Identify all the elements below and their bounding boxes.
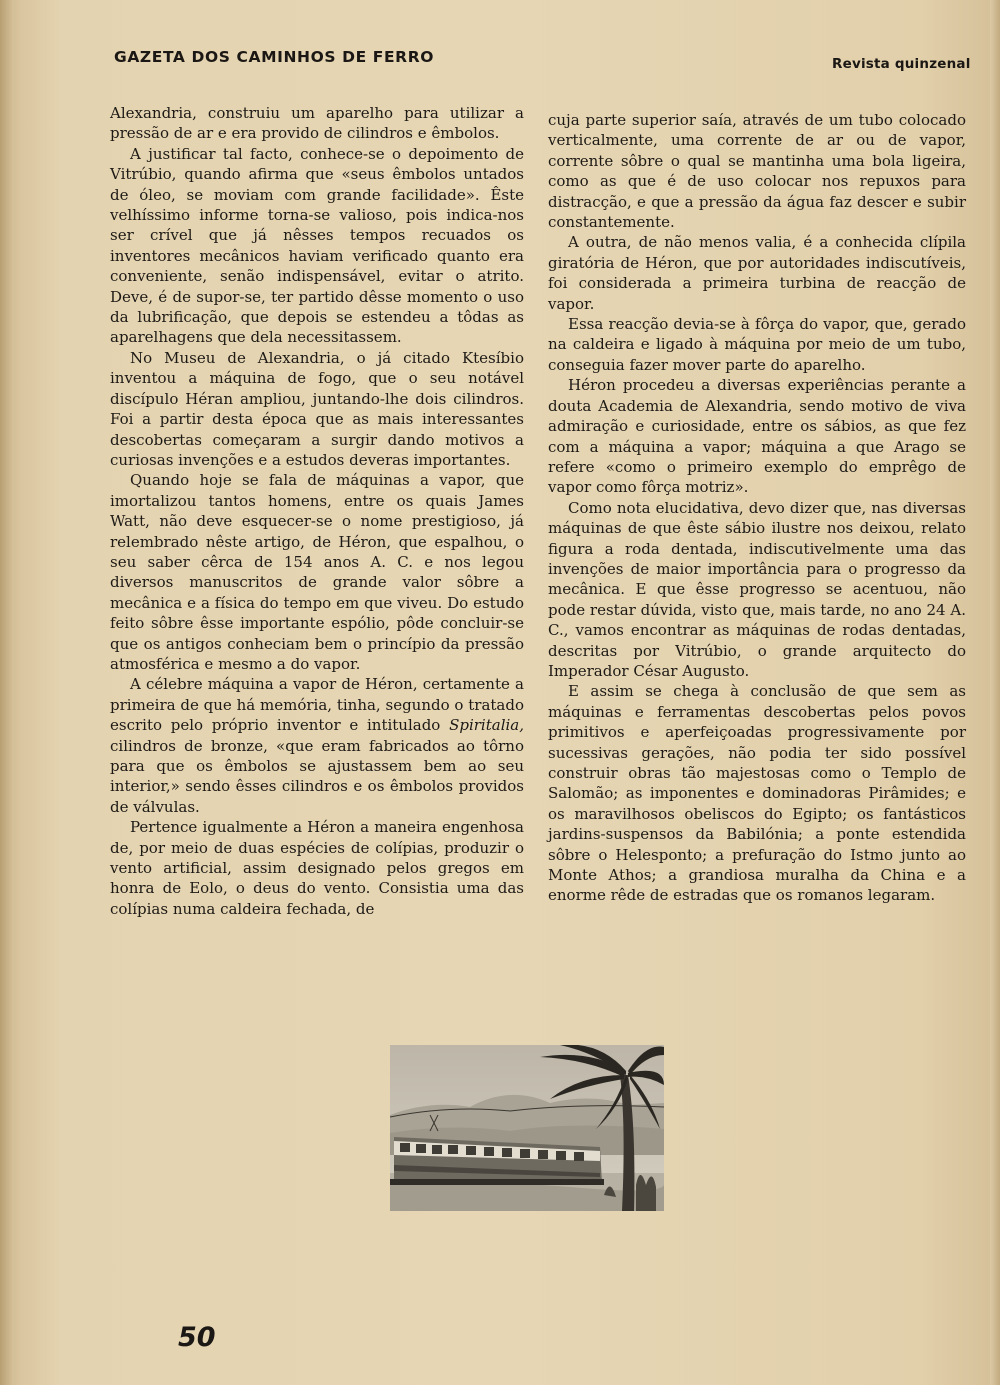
paragraph: Alexandria, construiu um aparelho para utilizar a pressão de ar e era provido de cilindros e êmbolos. — [110, 104, 524, 143]
paragraph: E assim se chega à conclusão de que sem as máquinas e ferramentas descobertas pelos povos primitivos e aperfeiçoadas progressivamente por sucessivas gerações, não podia ter sido possível construir obras tão majestosas como o Templo de Salomão; as imponentes e dominadoras Pirâmides; e os maravilhosos obeliscos do Egipto; os fantásticos jardins-suspensos da Babilónia; a ponte estendida sôbre o Helesponto; a prefuração do Istmo junto ao Monte Athos; a grandiosa muralha da China e a enorme rêde de estradas que os romanos legaram. — [548, 682, 966, 905]
paragraph: Quando hoje se fala de máquinas a vapor, que imortalizou tantos homens, entre os quais James Watt, não deve esquecer-se o nome prestigioso, já relembrado nêste artigo, de Héron, que espalhou, o seu saber cêrca de 154 anos A. C. e nos legou diversos manuscritos de grande valor sôbre a mecânica e a física do tempo em que viveu. Do estudo feito sôbre êsse importante espólio, pôde concluir-se que os antigos conheciam bem o princípio da pressão atmosférica e mesmo a do vapor. — [110, 471, 524, 673]
paragraph: A outra, de não menos valia, é a conhecida clípila giratória de Héron, que por autoridades indiscutíveis, foi considerada a primeira turbina de reacção de vapor. — [548, 233, 966, 313]
journal-title: GAZETA DOS CAMINHOS DE FERRO — [114, 48, 435, 66]
paragraph — [110, 674, 524, 817]
paragraph: cuja parte superior saía, através de um tubo colocado verticalmente, uma corrente de ar ou de vapor, corrente sôbre o qual se mantinha uma bola ligeira, como as que é de uso colocar nos repuxos para distracção, e que a pressão da água faz descer e subir constantemente. — [548, 111, 966, 232]
paragraph: Pertence igualmente a Héron a maneira engenhosa de, por meio de duas espécies de colípias, produzir o vento artificial, assim designado pelos gregos em honra de Eolo, o deus do vento. Consistia uma das colípias numa caldeira fechada, de — [110, 818, 524, 918]
paragraph: A justificar tal facto, conhece-se o depoimento de Vitrúbio, quando afirma que «seus êmbolos untados de óleo, se moviam com grande facilidade». Êste velhíssimo informe torna-se valioso, pois indica-nos ser crível que já nêsses tempos recuados os inventores mecânicos haviam verificado quanto era conveniente, senão indispensável, evitar o atrito. Deve, é de supor-se, ter partido dêsse momento o uso da lubrificação, que depois se estendeu a tôdas as aparelhagens que dela necessitassem. — [110, 144, 524, 347]
paragraph: Essa reacção devia-se à fôrça do vapor, que, gerado na caldeira e ligado à máquina por meio de um tubo, conseguia fazer mover parte do aparelho. — [548, 315, 966, 374]
paragraph-text: cilindros de bronze, «que eram fabricados ao tôrno para que os êmbolos se ajustassem bem ao seu interior,» sendo êsses cilindros e os êmbolos providos de válvulas. — [110, 736, 524, 816]
paragraph: Como nota elucidativa, devo dizer que, nas diversas máquinas de que êste sábio ilustre nos deixou, relato figura a roda dentada, indiscutivelmente uma das invenções de maior importância para o progresso da mecânica. E que êsse progresso se acentuou, não pode restar dúvida, visto que, mais tarde, no ano 24 A. C., vamos encontrar as máquinas de rodas dentadas, descritas por Vitrúbio, o grande arquitecto do Imperador César Augusto. — [548, 498, 966, 680]
train-palm-drawing — [390, 1045, 664, 1211]
paragraph: No Museu de Alexandria, o já citado Ktesíbio inventou a máquina de fogo, que o seu notável discípulo Héran ampliou, juntando-lhe dois cilindros. Foi a partir desta época que as mais interessantes descobertas começaram a surgir dando motivos a curiosas invenções e a estudos deveras importantes. — [110, 348, 524, 469]
train-illustration — [390, 1045, 664, 1211]
text-column-right — [548, 110, 966, 906]
paragraph-text: A célebre máquina a vapor de Héron, certamente a primeira de que há memória, tinha, segundo o tratado escrito pelo próprio inventor e intitulado — [110, 675, 524, 735]
text-column-left — [110, 103, 524, 919]
book-title: Spiritalia, — [449, 716, 524, 735]
paragraph: Héron procedeu a diversas experiências perante a douta Academia de Alexandria, sendo motivo de viva admiração e curiosidade, entre os sábios, as que fez com a máquina a vapor; máquina a que Arago se refere «como o primeiro exemplo do emprêgo de vapor como fôrça motriz». — [548, 376, 966, 497]
page-number: 50 — [178, 1322, 216, 1353]
journal-subtitle: Revista quinzenal — [832, 56, 971, 72]
